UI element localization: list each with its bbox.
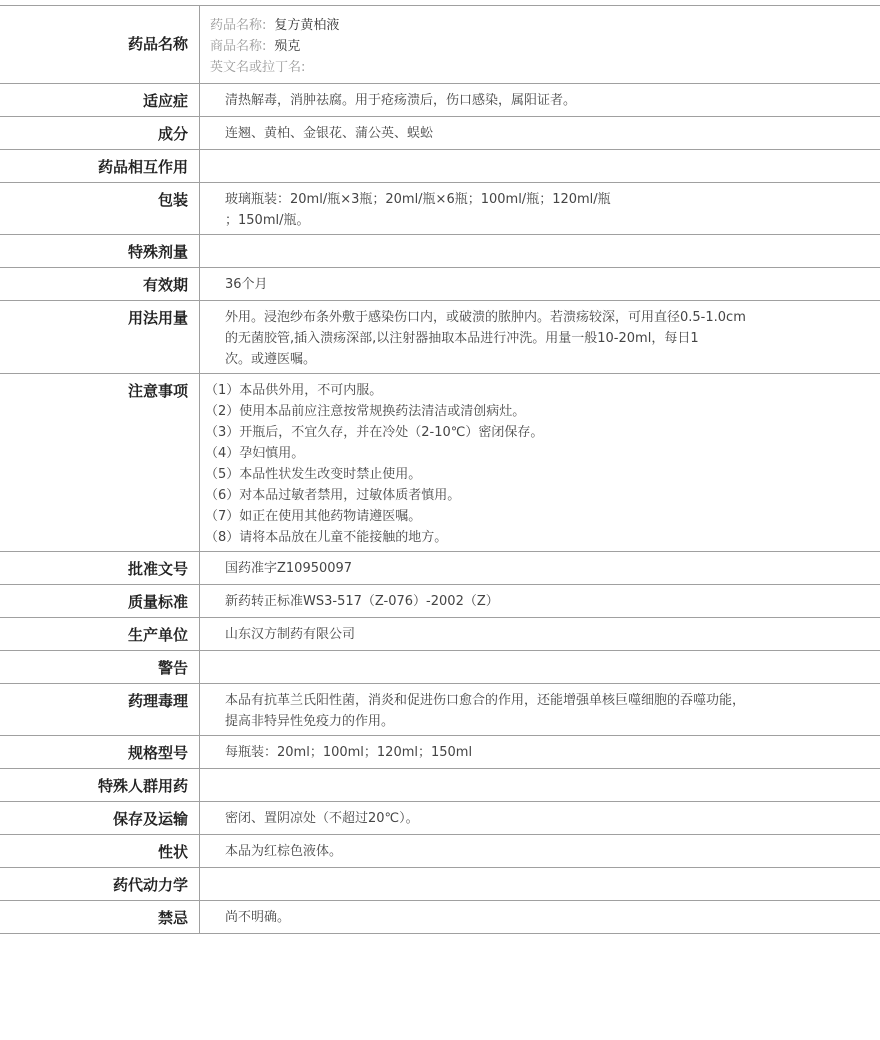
value-pharmacology: 本品有抗革兰氏阳性菌，消炎和促进伤口愈合的作用，还能增强单核巨噬细胞的吞噬功能， 提高非特异性免疫力的作用。 [225, 693, 746, 729]
label-pharmacokinetics: 药代动力学 [0, 868, 200, 900]
row-storage [0, 802, 880, 835]
value-pharmacokinetics [200, 868, 880, 900]
row-approval [0, 552, 880, 585]
list-item: （3）开瓶后，不宜久存，并在冷处（2-10℃）密闭保存。 [205, 425, 544, 440]
value-interactions [200, 150, 880, 182]
value-contraindications: 尚不明确。 [225, 910, 291, 925]
list-item: （1）本品供外用，不可内服。 [205, 383, 383, 398]
row-appearance [0, 835, 880, 868]
drug-info-table [0, 5, 880, 934]
label-special-dose: 特殊剂量 [0, 235, 200, 267]
label-appearance: 性状 [0, 835, 200, 867]
list-item: （5）本品性状发生改变时禁止使用。 [205, 467, 422, 482]
value-warning [200, 651, 880, 683]
row-packaging [0, 183, 880, 235]
label-standard: 质量标准 [0, 585, 200, 617]
value-approval: 国药准字Z10950097 [225, 561, 353, 576]
row-special-population [0, 769, 880, 802]
label-storage: 保存及运输 [0, 802, 200, 834]
generic-name-key: 药品名称: [210, 18, 267, 33]
label-composition: 成分 [0, 117, 200, 149]
label-precautions: 注意事项 [0, 374, 200, 551]
row-warning [0, 651, 880, 684]
label-indication: 适应症 [0, 84, 200, 116]
list-item: （4）孕妇慎用。 [205, 446, 305, 461]
value-drug-name [200, 6, 880, 83]
value-specification: 每瓶装：20ml；100ml；120ml；150ml [225, 745, 473, 760]
row-special-dose [0, 235, 880, 268]
value-indication: 清热解毒，消肿祛腐。用于疮疡溃后，伤口感染，属阳证者。 [225, 93, 577, 108]
row-contraindications [0, 901, 880, 934]
label-specification: 规格型号 [0, 736, 200, 768]
row-indication [0, 84, 880, 117]
value-manufacturer: 山东汉方制药有限公司 [225, 627, 356, 642]
list-item: （2）使用本品前应注意按常规换药法清洁或清创病灶。 [205, 404, 526, 419]
label-special-population: 特殊人群用药 [0, 769, 200, 801]
trade-name-value: 殒克 [274, 39, 301, 54]
row-drug-name [0, 6, 880, 84]
value-packaging: 玻璃瓶装：20ml/瓶×3瓶；20ml/瓶×6瓶；100ml/瓶；120ml/瓶 ；150ml/瓶。 [225, 192, 611, 228]
row-pharmacology [0, 684, 880, 736]
value-appearance: 本品为红棕色液体。 [225, 844, 343, 859]
row-precautions [0, 374, 880, 552]
generic-name-line [210, 15, 868, 36]
label-pharmacology: 药理毒理 [0, 684, 200, 735]
list-item: （8）请将本品放在儿童不能接触的地方。 [205, 530, 448, 545]
value-composition: 连翘、黄柏、金银花、蒲公英、蜈蚣 [225, 126, 434, 141]
row-manufacturer [0, 618, 880, 651]
english-name-key: 英文名或拉丁名: [210, 60, 306, 75]
label-validity: 有效期 [0, 268, 200, 300]
value-special-dose [200, 235, 880, 267]
row-pharmacokinetics [0, 868, 880, 901]
english-name-line [210, 57, 868, 78]
label-usage: 用法用量 [0, 301, 200, 373]
row-composition [0, 117, 880, 150]
value-special-population [200, 769, 880, 801]
label-warning: 警告 [0, 651, 200, 683]
list-item: （6）对本品过敏者禁用，过敏体质者慎用。 [205, 488, 461, 503]
row-validity [0, 268, 880, 301]
value-usage: 外用。浸泡纱布条外敷于感染伤口内，或破溃的脓肿内。若溃疡较深，可用直径0.5-1.0cm 的无菌胶管,插入溃疡深部,以注射器抽取本品进行冲洗。用量一般10-20ml，每日1 次。或遵医嘱。 [225, 310, 746, 367]
label-drug-name: 药品名称 [0, 6, 200, 83]
value-standard: 新药转正标准WS3-517（Z-076）-2002（Z） [225, 594, 499, 609]
value-precautions [200, 374, 880, 551]
value-storage: 密闭、置阴凉处（不超过20℃）。 [225, 811, 419, 826]
value-validity: 36个月 [225, 277, 268, 292]
row-interactions [0, 150, 880, 183]
trade-name-key: 商品名称: [210, 39, 267, 54]
generic-name-value: 复方黄柏液 [274, 18, 340, 33]
row-specification [0, 736, 880, 769]
list-item: （7）如正在使用其他药物请遵医嘱。 [205, 509, 422, 524]
trade-name-line [210, 36, 868, 57]
label-packaging: 包装 [0, 183, 200, 234]
row-standard [0, 585, 880, 618]
label-manufacturer: 生产单位 [0, 618, 200, 650]
label-interactions: 药品相互作用 [0, 150, 200, 182]
label-approval: 批准文号 [0, 552, 200, 584]
row-usage [0, 301, 880, 374]
label-contraindications: 禁忌 [0, 901, 200, 933]
